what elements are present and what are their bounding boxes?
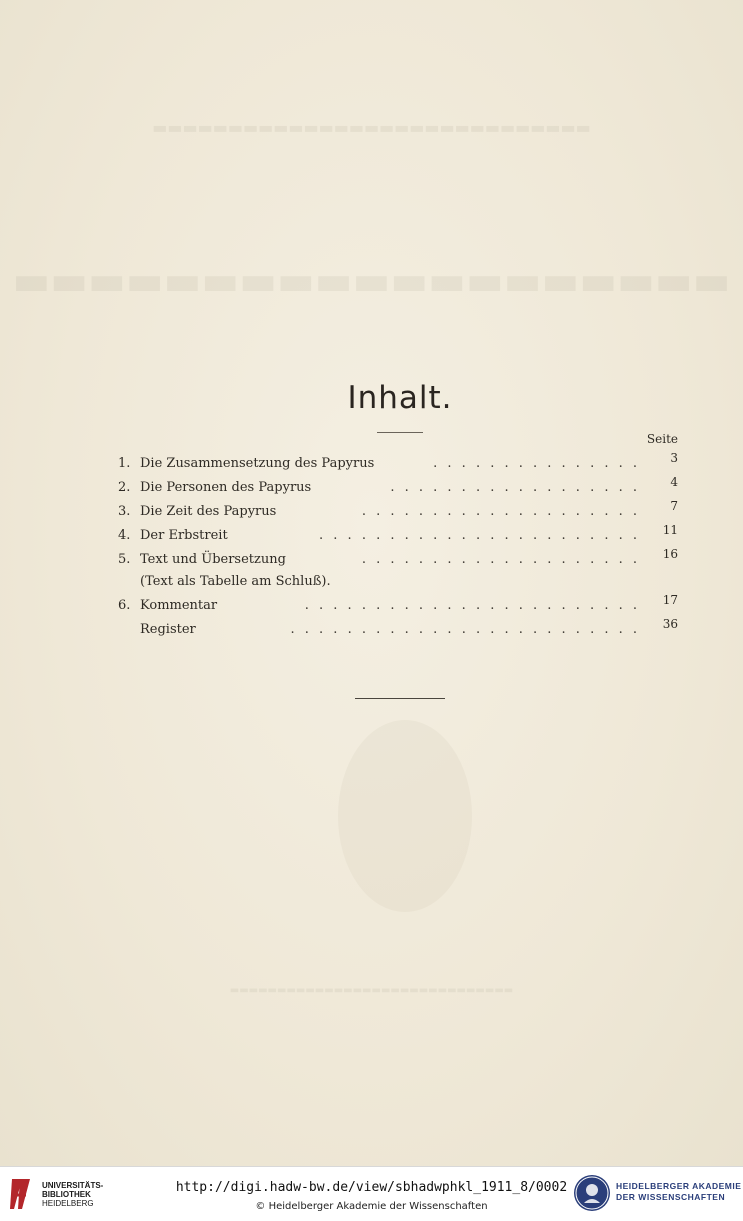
library-name-line: HEIDELBERG bbox=[42, 1199, 94, 1208]
toc-entry-number: 6. bbox=[118, 598, 131, 613]
toc-entry-title: Die Personen des Papyrus bbox=[140, 480, 312, 495]
toc-entry bbox=[118, 524, 678, 548]
toc-note bbox=[118, 572, 678, 594]
bleed-through-imprint: ▬▬▬▬▬▬▬▬▬▬▬▬▬▬▬▬▬▬▬▬▬▬▬▬▬▬▬▬▬▬ bbox=[229, 985, 514, 996]
toc-entry-title: Der Erbstreit bbox=[140, 528, 228, 543]
toc-entry-page: 17 bbox=[662, 593, 678, 607]
toc-entry-page: 4 bbox=[670, 475, 678, 489]
toc-entry-number: 1. bbox=[118, 456, 131, 471]
toc-entry bbox=[118, 476, 678, 500]
toc-entry-page: 3 bbox=[670, 451, 678, 465]
toc-entry bbox=[118, 548, 678, 572]
academy-seal-icon[interactable] bbox=[574, 1175, 610, 1211]
toc-entry-title: Register bbox=[140, 622, 196, 637]
toc-entry bbox=[118, 594, 678, 618]
permalink-url[interactable]: http://digi.hadw-bw.de/view/sbhadwphkl_1911_8/0002 bbox=[175, 1180, 568, 1195]
closing-rule bbox=[355, 698, 445, 699]
toc-entry-title: Text und Übersetzung bbox=[140, 552, 286, 567]
leader-dots: . . . . . . . . . . . . . . . . . . . . . . . bbox=[319, 528, 640, 543]
bleed-through-vignette bbox=[338, 720, 472, 912]
leader-dots: . . . . . . . . . . . . . . . . . . . . bbox=[361, 552, 640, 567]
leader-dots: . . . . . . . . . . . . . . . . . . . . bbox=[361, 504, 640, 519]
toc-entry-number: 3. bbox=[118, 504, 131, 519]
leader-dots: . . . . . . . . . . . . . . . . . . bbox=[390, 480, 640, 495]
leader-dots: . . . . . . . . . . . . . . . . . . . . . . . . bbox=[304, 598, 640, 613]
toc-entry-page: 7 bbox=[670, 499, 678, 513]
toc-note-text: (Text als Tabelle am Schluß). bbox=[140, 574, 331, 589]
toc-entry-number: 2. bbox=[118, 480, 131, 495]
toc-entry-number: 5. bbox=[118, 552, 131, 567]
toc-entry-page: 16 bbox=[662, 547, 678, 561]
toc-entry bbox=[118, 452, 678, 476]
leader-dots: . . . . . . . . . . . . . . . bbox=[433, 456, 640, 471]
viewer-footer bbox=[0, 1166, 743, 1221]
toc-entry bbox=[118, 618, 678, 642]
copyright-notice: © Heidelberger Akademie der Wissenschaften bbox=[255, 1201, 488, 1212]
academy-name-line: HEIDELBERGER AKADEMIE bbox=[616, 1181, 742, 1191]
heading-rule bbox=[377, 432, 423, 433]
academy-name-line: DER WISSENSCHAFTEN bbox=[616, 1192, 726, 1202]
toc-entry bbox=[118, 500, 678, 524]
toc-entry-page: 11 bbox=[662, 523, 678, 537]
table-of-contents bbox=[118, 452, 678, 642]
bleed-through-heading: ▬▬▬▬▬▬▬▬▬▬▬▬▬▬▬▬▬▬▬ bbox=[12, 258, 731, 304]
bleed-through-text: ▬▬▬▬▬▬▬▬▬▬▬▬▬▬▬▬▬▬▬▬▬▬▬▬▬▬▬▬▬ bbox=[152, 118, 591, 136]
library-name-line: UNIVERSITÄTS- bbox=[42, 1181, 104, 1190]
toc-entry-number: 4. bbox=[118, 528, 131, 543]
academy-name bbox=[616, 1181, 741, 1203]
toc-entry-page: 36 bbox=[662, 617, 678, 631]
toc-entry-title: Die Zeit des Papyrus bbox=[140, 504, 277, 519]
library-name-line: BIBLIOTHEK bbox=[42, 1190, 91, 1199]
page-column-label: Seite bbox=[646, 432, 678, 446]
contents-heading: Inhalt. bbox=[347, 380, 453, 416]
leader-dots: . . . . . . . . . . . . . . . . . . . . . . . . . bbox=[290, 622, 640, 637]
toc-entry-title: Kommentar bbox=[140, 598, 218, 613]
toc-entry-title: Die Zusammensetzung des Papyrus bbox=[140, 456, 375, 471]
